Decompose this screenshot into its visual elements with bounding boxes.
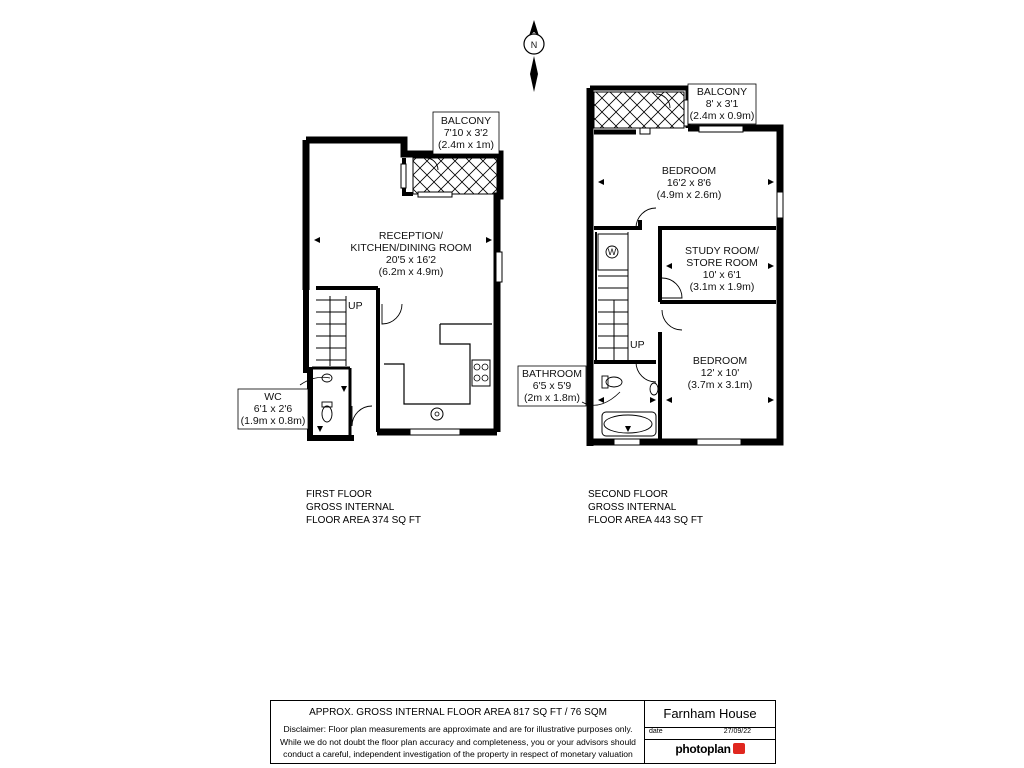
bathroom-imperial: 6'5 x 5'9 [532,380,572,392]
study-name-1: STUDY ROOM/ [685,245,759,257]
brand-mark-icon [733,743,745,754]
window [401,164,406,188]
footer-disclaimer [275,723,641,761]
bedroom2-name: BEDROOM [692,355,748,367]
brand-name: photoplan [675,742,731,756]
disclaimer-line-1: Disclaimer: Floor plan measurements are approximate and are for illustrative purposes only. [283,724,633,734]
footer-property-panel [645,701,775,763]
second-floor-balcony-name: BALCONY [696,86,748,98]
kitchen-counter [384,324,470,404]
property-name: Farnham House [645,701,775,728]
bedroom2-imperial: 12' x 10' [700,367,740,379]
wc-name: WC [264,391,282,403]
door-swings [352,158,438,426]
window [640,128,650,134]
disclaimer-line-2: While we do not doubt the floor plan accuracy and completeness, you or your advisors should [280,736,636,747]
window [496,252,502,282]
first-floor-caption [306,488,421,527]
footer-info-box [270,700,776,764]
reception-name-2: KITCHEN/DINING ROOM [350,242,472,254]
wardrobe-label: W [607,247,617,257]
window [418,192,452,197]
date-value: 27/09/22 [723,728,751,735]
bedroom2-metric: (3.7m x 3.1m) [687,379,753,391]
second-floor-balcony-metric: (2.4m x 0.9m) [689,110,755,122]
wc-imperial: 6'1 x 2'6 [253,403,293,415]
window [777,192,783,218]
footer-disclaimer-panel [271,701,645,763]
window [699,126,743,132]
first-floor-plan [306,140,502,438]
brand-logo [645,742,775,756]
second-floor-caption [588,488,703,527]
dimension-arrows [598,179,774,432]
study-imperial: 10' x 6'1 [702,269,742,281]
second-floor-area: FLOOR AREA 443 SQ FT [588,515,704,526]
disclaimer-line-3: conduct a careful, independent investigation of the property in respect of monetary valuation [283,749,633,759]
window [410,429,460,435]
first-floor-balcony-area [413,158,499,194]
reception-imperial: 20'5 x 16'2 [385,254,437,266]
window [697,439,741,445]
first-floor-up-label: UP [348,300,363,312]
hob-icon [472,360,490,386]
bedroom1-imperial: 16'2 x 8'6 [666,177,712,189]
reception-name-1: RECEPTION/ [378,230,444,242]
wc-fixtures [322,374,332,422]
study-name-2: STORE ROOM [686,257,758,269]
second-floor-balcony-area [594,92,684,128]
first-floor-title: FIRST FLOOR [306,489,372,500]
sink-icon [431,408,443,420]
first-floor-balcony-metric: (2.4m x 1m) [437,139,495,151]
bedroom1-metric: (4.9m x 2.6m) [656,189,722,201]
window [684,100,688,126]
footer-headline: APPROX. GROSS INTERNAL FLOOR AREA 817 SQ FT / 76 SQM [309,707,607,718]
bathroom-name: BATHROOM [522,368,582,380]
first-floor-area: FLOOR AREA 374 SQ FT [306,515,422,526]
study-metric: (3.1m x 1.9m) [689,281,755,293]
second-floor-line2: GROSS INTERNAL [588,502,677,513]
second-floor-up-label: UP [630,339,645,351]
date-row [645,727,775,740]
second-floor-balcony-imperial: 8' x 3'1 [705,98,739,110]
first-floor-balcony-imperial: 7'10 x 3'2 [443,127,489,139]
first-floor-line2: GROSS INTERNAL [306,502,395,513]
first-floor-stairs [316,296,346,366]
first-floor-balcony-name: BALCONY [440,115,492,127]
window [614,439,640,445]
compass-icon [524,20,544,92]
date-label: date [649,728,663,735]
second-floor-title: SECOND FLOOR [588,489,669,500]
compass-north-label: N [530,40,538,50]
reception-metric: (6.2m x 4.9m) [378,266,444,278]
wc-metric: (1.9m x 0.8m) [240,415,306,427]
bedroom1-name: BEDROOM [661,165,717,177]
bathroom-metric: (2m x 1.8m) [523,392,581,404]
